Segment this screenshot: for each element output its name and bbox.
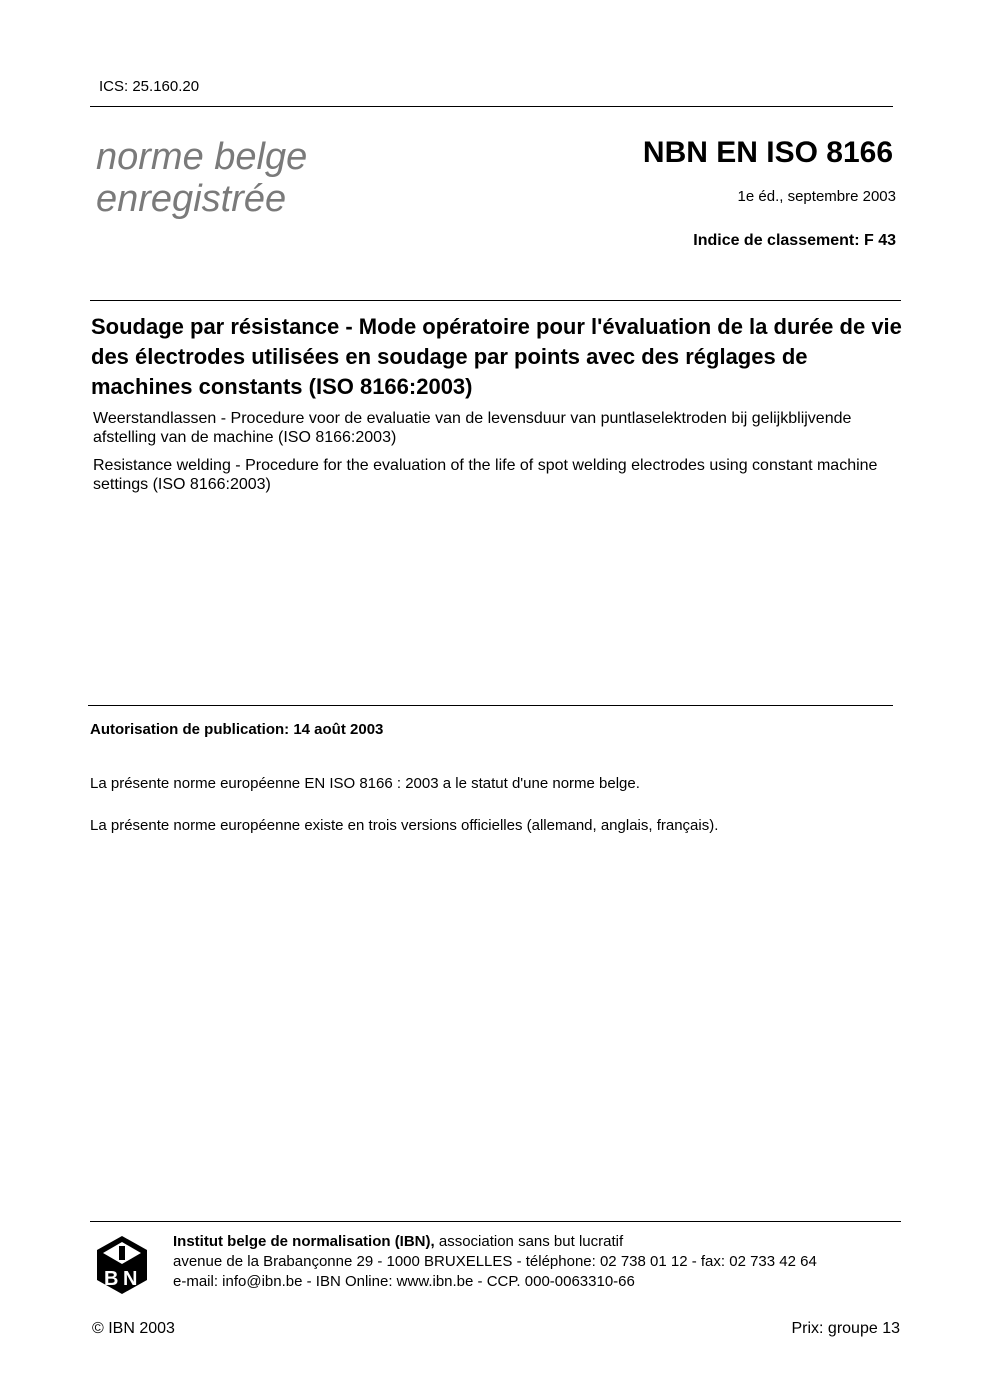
- institute-line: [173, 1232, 817, 1252]
- title-rule: [90, 300, 901, 301]
- title-french: Soudage par résistance - Mode opératoire pour l'évaluation de la durée de vie des électrodes utilisées en soudage par points avec des réglages de machines constants (ISO 8166:2003): [91, 314, 902, 399]
- brand-line-1: norme belge: [96, 136, 308, 178]
- top-rule: [90, 106, 893, 107]
- publication-authorisation: Autorisation de publication: 14 août 2003: [90, 721, 384, 738]
- ibn-logo-icon: [97, 1236, 147, 1294]
- classification-index: Indice de classement: F 43: [693, 232, 896, 249]
- brand-line-2: enregistrée: [96, 178, 287, 220]
- institute-address: avenue de la Brabançonne 29 - 1000 BRUXELLES - téléphone: 02 738 01 12 - fax: 02 733 42 64: [173, 1253, 817, 1270]
- versions-paragraph: La présente norme européenne existe en trois versions officielles (allemand, anglais, français).: [90, 817, 719, 834]
- institute-name: Institut belge de normalisation (IBN),: [173, 1233, 435, 1250]
- institute-type: association sans but lucratif: [438, 1233, 624, 1250]
- standard-number: NBN EN ISO 8166: [642, 136, 893, 169]
- edition: 1e éd., septembre 2003: [737, 188, 896, 205]
- title-dutch: Weerstandlassen - Procedure voor de evaluatie van de levensduur van puntlaselektroden bij gelijkblijvende afstelling van de machine (ISO 8166:2003): [93, 410, 852, 446]
- footer-rule: [90, 1221, 901, 1222]
- institute-block: [173, 1232, 817, 1292]
- copyright: © IBN 2003: [92, 1320, 175, 1337]
- title-english: Resistance welding - Procedure for the evaluation of the life of spot welding electrodes using constant machine settings (ISO 8166:2003): [93, 457, 878, 493]
- ics-code: ICS: 25.160.20: [99, 78, 200, 95]
- body-rule: [88, 705, 893, 706]
- price-group: Prix: groupe 13: [791, 1320, 900, 1337]
- status-paragraph: La présente norme européenne EN ISO 8166 : 2003 a le statut d'une norme belge.: [90, 775, 640, 792]
- svg-text:B: B: [104, 1268, 119, 1290]
- svg-text:N: N: [123, 1268, 138, 1290]
- brand-title: [96, 136, 307, 220]
- institute-contact: e-mail: info@ibn.be - IBN Online: www.ibn.be - CCP. 000-0063310-66: [173, 1273, 635, 1290]
